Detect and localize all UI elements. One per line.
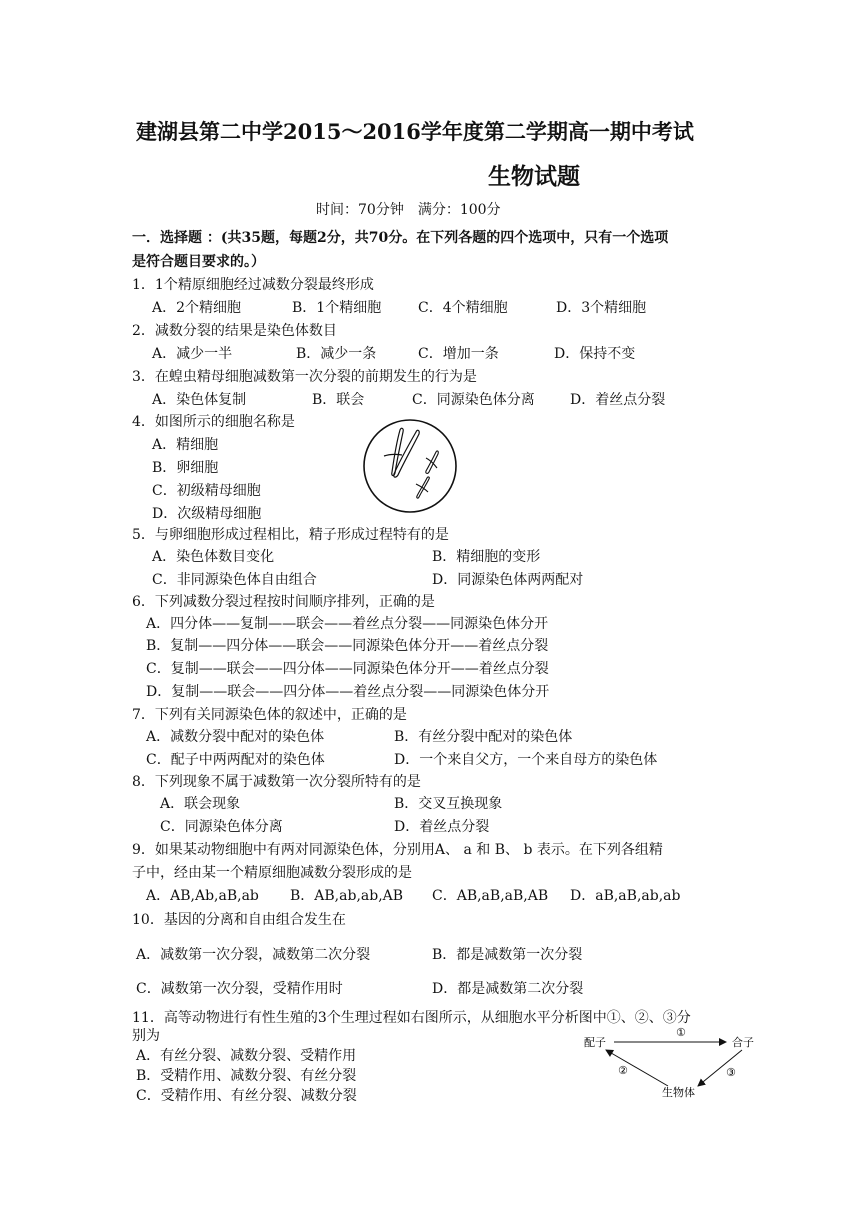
- option-b: B．减少一条: [296, 346, 377, 362]
- option-c: C．同源染色体分离: [160, 819, 283, 835]
- option-b: B．都是减数第一次分裂: [432, 947, 583, 963]
- question-stem: 4．如图所示的细胞名称是: [132, 414, 295, 430]
- option-a: A．减数第一次分裂，减数第二次分裂: [136, 947, 371, 963]
- option-b: B．精细胞的变形: [432, 549, 541, 565]
- option-d: D．保持不变: [554, 346, 636, 362]
- option-a: A．减少一半: [152, 346, 233, 362]
- option-b: B．复制——四分体——联会——同源染色体分开——着丝点分裂: [146, 638, 549, 654]
- exam-subtitle: 生物试题: [488, 163, 580, 190]
- option-a: A．染色体数目变化: [152, 549, 275, 565]
- question-stem-continued: 别为: [132, 1028, 160, 1044]
- option-d: D．3个精细胞: [556, 300, 647, 316]
- diagram-mark-1: ①: [676, 1026, 686, 1039]
- chromosome-large: [384, 428, 419, 477]
- option-b: B．AB,ab,ab,AB: [290, 888, 404, 904]
- option-c: C．AB,aB,aB,AB: [432, 888, 549, 904]
- exam-title: 建湖县第二中学2015～2016学年度第二学期高一期中考试: [136, 119, 694, 144]
- option-a: A．有丝分裂、减数分裂、受精作用: [136, 1048, 357, 1064]
- question-stem: 11．高等动物进行有性生殖的3个生理过程如右图所示，从细胞水平分析图中①、②、③分: [132, 1010, 691, 1026]
- option-c: C．受精作用、有丝分裂、减数分裂: [136, 1088, 357, 1104]
- arrow-2: [606, 1050, 668, 1086]
- question-stem: 7．下列有关同源染色体的叙述中，正确的是: [132, 707, 407, 723]
- option-c: C．初级精母细胞: [152, 483, 261, 499]
- question-stem: 10．基因的分离和自由组合发生在: [132, 912, 346, 928]
- section-heading-line2: 是符合题目要求的。）: [132, 254, 265, 270]
- option-d: D．同源染色体两两配对: [432, 572, 584, 588]
- option-c: C．非同源染色体自由组合: [152, 572, 317, 588]
- option-d: D．复制——联会——四分体——着丝点分裂——同源染色体分开: [146, 684, 550, 700]
- diagram-label-organism: 生物体: [662, 1086, 695, 1099]
- question-stem: 5．与卵细胞形成过程相比，精子形成过程特有的是: [132, 527, 449, 543]
- option-b: B．联会: [312, 392, 365, 408]
- question-stem: 2．减数分裂的结果是染色体数目: [132, 323, 337, 339]
- option-d: D．aB,aB,ab,ab: [570, 888, 681, 904]
- option-c: C．配子中两两配对的染色体: [146, 752, 325, 768]
- option-a: A．染色体复制: [152, 392, 247, 408]
- option-b: B．卵细胞: [152, 460, 219, 476]
- option-c: C．复制——联会——四分体——同源染色体分开——着丝点分裂: [146, 661, 549, 677]
- option-b: B．有丝分裂中配对的染色体: [394, 729, 573, 745]
- diagram-mark-3: ③: [726, 1066, 736, 1079]
- question-stem-continued: 子中，经由某一个精原细胞减数分裂形成的是: [132, 865, 412, 881]
- option-a: A．精细胞: [152, 437, 219, 453]
- option-d: D．一个来自父方，一个来自母方的染色体: [394, 752, 658, 768]
- option-b: B．受精作用、减数分裂、有丝分裂: [136, 1068, 357, 1084]
- option-c: C．增加一条: [418, 346, 499, 362]
- option-c: C．4个精细胞: [418, 300, 508, 316]
- option-d: D．着丝点分裂: [570, 392, 666, 408]
- option-b: B．1个精细胞: [292, 300, 382, 316]
- option-a: A．2个精细胞: [152, 300, 242, 316]
- option-a: A．减数分裂中配对的染色体: [146, 729, 325, 745]
- option-d: D．次级精母细胞: [152, 506, 262, 522]
- reproduction-cycle-diagram: [576, 1022, 776, 1104]
- diagram-label-zygote: 合子: [732, 1036, 754, 1049]
- question-stem: 3．在蝗虫精母细胞减数第一次分裂的前期发生的行为是: [132, 369, 477, 385]
- diagram-mark-2: ②: [618, 1064, 628, 1077]
- option-b: B．交叉互换现象: [394, 796, 503, 812]
- question-stem: 6．下列减数分裂过程按时间顺序排列，正确的是: [132, 594, 435, 610]
- option-a: A．四分体——复制——联会——着丝点分裂——同源染色体分开: [146, 616, 549, 632]
- question-stem: 8．下列现象不属于减数第一次分裂所特有的是: [132, 774, 421, 790]
- diagram-label-gamete: 配子: [584, 1036, 606, 1049]
- question-stem: 1．1个精原细胞经过减数分裂最终形成: [132, 277, 374, 293]
- option-d: D．着丝点分裂: [394, 819, 490, 835]
- option-a: A．AB,Ab,aB,ab: [146, 888, 259, 904]
- option-a: A．联会现象: [160, 796, 241, 812]
- exam-meta: 时间：70分钟 满分：100分: [316, 202, 501, 218]
- question-stem: 9．如果某动物细胞中有两对同源染色体，分别用A、 a 和 B、 b 表示。在下列各组精: [132, 842, 663, 858]
- cell-diagram: [360, 416, 460, 516]
- option-c: C．减数第一次分裂，受精作用时: [136, 981, 343, 997]
- chromosome-medium: [426, 451, 438, 473]
- section-heading-line1: 一．选择题 ：(共35题，每题2分，共70分。在下列各题的四个选项中，只有一个选项: [132, 230, 669, 246]
- chromosome-small: [416, 477, 429, 498]
- option-c: C．同源染色体分离: [412, 392, 535, 408]
- option-d: D．都是减数第二次分裂: [432, 981, 584, 997]
